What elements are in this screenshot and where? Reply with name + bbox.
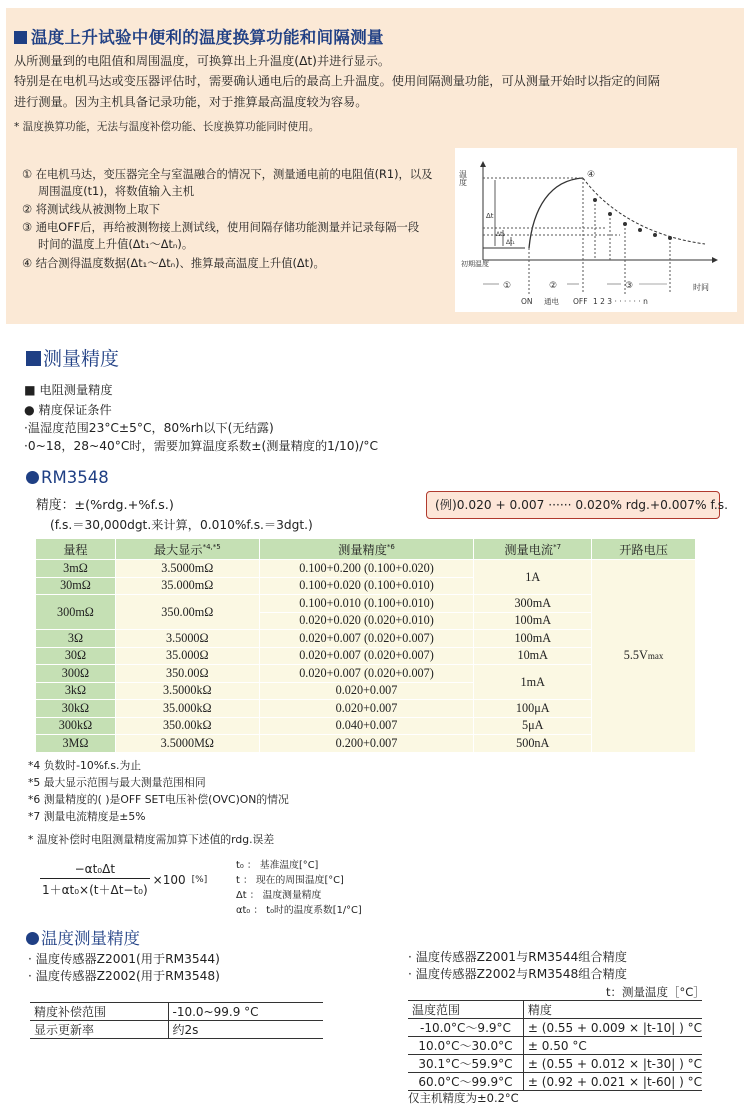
temp-range-cell: 10.0°C～30.0°C (408, 1037, 523, 1055)
table-row (30, 1021, 323, 1039)
initial-temp-label: 初期温度 (461, 260, 489, 268)
step-4: ④ 结合测得温度数据(Δt₁～Δtₙ)、推算最高温度上升值(Δt)。 (22, 257, 325, 270)
accuracy-cell: 0.040+0.007 (259, 717, 474, 735)
range-cell: 300Ω (36, 665, 116, 683)
model-title: RM3548 (26, 468, 109, 487)
combo-z2002: · 温度传感器Z2002与RM3548组合精度 (408, 967, 627, 981)
spec-value: 约2s (168, 1021, 323, 1039)
off-label: OFF (573, 297, 588, 306)
accuracy-cell: 0.100+0.020 (0.100+0.010) (259, 577, 474, 595)
precision-formula: 精度：±(%rdg.+%f.s.) (36, 498, 174, 513)
accuracy-cell: 0.020+0.007 (0.020+0.007) (259, 647, 474, 665)
current-cell: 100mA (474, 630, 592, 648)
square-bullet-icon (14, 31, 27, 44)
accuracy-cell: ± 0.50 °C (523, 1037, 702, 1055)
heating-curve (529, 178, 583, 248)
temp-range-cell: -10.0°C～9.9°C (408, 1019, 523, 1037)
table-row (408, 1055, 702, 1073)
range-cell: 300kΩ (36, 717, 116, 735)
energize-label: 通电 (544, 297, 559, 306)
circle-bullet-icon (26, 932, 39, 945)
temperature-note: * 温度换算功能，无法与温度补偿功能、长度换算功能同时使用。 (14, 121, 320, 133)
spec-value: -10.0~99.9 °C (168, 1003, 323, 1021)
temperature-section-title: 温度上升试验中便利的温度换算功能和间隔测量 (14, 24, 384, 48)
sensor-z2001: · 温度传感器Z2001(用于RM3544) (28, 952, 220, 966)
circle-bullet-icon (26, 471, 39, 484)
temperature-para-3: 进行测量。因为主机具备记录功能，对于推算最高温度较为容易。 (14, 95, 368, 109)
current-cell: 1A (474, 560, 592, 595)
range-cell: 3kΩ (36, 682, 116, 700)
measure-point (638, 228, 642, 232)
measure-point (668, 236, 672, 240)
header-accuracy: 精度 (523, 1001, 702, 1019)
combined-accuracy-table (408, 1000, 702, 1091)
max-display-cell: 35.000kΩ (115, 700, 259, 718)
current-cell: 100μA (474, 700, 592, 718)
accuracy-cell: ± (0.55 + 0.009 × |t-10| ) °C (523, 1019, 702, 1037)
header-temp-range: 温度范围 (408, 1001, 523, 1019)
footnote-6: *6 测量精度的( )是OFF SET电压补偿(OVC)ON的情况 (28, 793, 289, 806)
x-axis-label: 时间 (693, 283, 709, 292)
max-display-cell: 3.5000mΩ (115, 560, 259, 578)
max-display-cell: 3.5000Ω (115, 630, 259, 648)
temperature-rise-graph (455, 148, 737, 312)
measure-point (623, 222, 627, 226)
current-cell: 300mA (474, 595, 592, 613)
range-cell: 30Ω (36, 647, 116, 665)
host-accuracy-note: 仅主机精度为±0.2°C (408, 1091, 519, 1105)
header-current: 测量电流$^{*7}$ (474, 539, 592, 560)
range-cell: 30mΩ (36, 577, 116, 595)
range-cell: 3MΩ (36, 735, 116, 753)
table-row (408, 1019, 702, 1037)
interval-ticks: 1 2 3 · · · · · · n (593, 297, 648, 306)
temp-accuracy-title: 温度测量精度 (26, 925, 140, 949)
sensor-spec-table (30, 1002, 323, 1039)
accuracy-cell: 0.020+0.007 (0.020+0.007) (259, 665, 474, 683)
max-display-cell: 35.000Ω (115, 647, 259, 665)
range-cell: 3Ω (36, 630, 116, 648)
condition-1: ·温湿度范围23°C±5°C，80%rh以下(无结露) (24, 421, 274, 435)
current-cell: 10mA (474, 647, 592, 665)
marker-3: ③ (625, 281, 634, 291)
formula-numerator: −αt₀Δt (74, 862, 116, 876)
marker-1: ① (503, 281, 512, 291)
square-bullet-icon (26, 351, 41, 366)
footnote-4: *4 负数时-10%f.s.为止 (28, 759, 142, 772)
table-row (408, 1073, 702, 1091)
step-3: ③ 通电OFF后，再给被测物接上测试线，使用间隔存储功能测量并记录每隔一段 (22, 221, 420, 234)
measure-point (608, 212, 612, 216)
dt1-label: Δt₁ (506, 239, 515, 246)
condition-2: ·0~18，28~40°C时，需要加算温度系数±(测量精度的1/10)/°C (24, 439, 378, 453)
legend-alpha: αt₀ ： t₀时的温度系数[1/°C] (236, 905, 362, 916)
example-box: (例)0.020 + 0.007 ······ 0.020% rdg.+0.007% f.s. (426, 491, 720, 519)
range-cell: 300mΩ (36, 595, 116, 630)
dt-label: Δt (486, 212, 494, 220)
header-max-display: 最大显示$^{*4,*5}$ (115, 539, 259, 560)
accuracy-cell: ± (0.92 + 0.021 × |t-60| ) °C (523, 1073, 702, 1091)
step-1-cont: 周围温度(t1)，将数值输入主机 (38, 185, 194, 198)
spec-label: 精度补偿范围 (30, 1003, 168, 1021)
step-1: ① 在电机马达，变压器完全与室温融合的情况下，测量通电前的电阻值(R1)，以及 (22, 168, 433, 181)
temp-range-cell: 60.0°C～99.9°C (408, 1073, 523, 1091)
cooling-curve (583, 178, 705, 244)
current-cell: 500nA (474, 735, 592, 753)
range-cell: 30kΩ (36, 700, 116, 718)
compensation-note: * 温度补偿时电阻测量精度需加算下述值的rdg.误差 (28, 833, 275, 846)
max-display-cell: 350.00mΩ (115, 595, 259, 630)
measure-point (653, 233, 657, 237)
full-scale-note: (f.s.＝30,000dgt.来计算，0.010%f.s.＝3dgt.) (50, 518, 313, 532)
range-cell: 3mΩ (36, 560, 116, 578)
accuracy-title: 测量精度 (26, 344, 119, 371)
formula-unit: [%] (191, 875, 208, 885)
temperature-para-1: 从所测量到的电阻值和周围温度，可换算出上升温度(Δt)并进行显示。 (14, 54, 391, 68)
accuracy-cell: 0.020+0.007 (259, 682, 474, 700)
max-display-cell: 350.00kΩ (115, 717, 259, 735)
max-display-cell: 350.00Ω (115, 665, 259, 683)
dt2-label: Δt₂ (496, 231, 505, 238)
guarantee-conditions-subtitle: ● 精度保证条件 (24, 403, 112, 417)
open-voltage-cell: 5.5Vmax (592, 560, 696, 753)
step-3-cont: 时间的温度上升值(Δt₁～Δtₙ)。 (38, 238, 194, 251)
footnote-7: *7 测量电流精度是±5% (28, 810, 146, 823)
current-cell: 5μA (474, 717, 592, 735)
marker-2: ② (549, 281, 558, 291)
header-range: 量程 (36, 539, 116, 560)
table-row (36, 560, 696, 578)
table-header-row (408, 1001, 702, 1019)
accuracy-cell: 0.200+0.007 (259, 735, 474, 753)
max-display-cell: 3.5000MΩ (115, 735, 259, 753)
accuracy-cell: 0.020+0.020 (0.020+0.010) (259, 612, 474, 630)
temperature-para-2: 特别是在电机马达或变压器评估时，需要确认通电后的最高上升温度。使用间隔测量功能，可从测量开始时以指定的间隔 (14, 74, 660, 88)
y-axis-label: 温度 (458, 170, 468, 186)
max-display-cell: 3.5000kΩ (115, 682, 259, 700)
header-accuracy: 测量精度$^{*6}$ (259, 539, 474, 560)
header-open-voltage: 开路电压 (592, 539, 696, 560)
legend-t: t ： 现在的周围温度[°C] (236, 875, 344, 886)
compensation-formula (40, 862, 220, 898)
footnote-5: *5 最大显示范围与最大测量范围相同 (28, 776, 206, 789)
step-2: ② 将测试线从被测物上取下 (22, 203, 160, 216)
accuracy-cell: 0.020+0.007 (0.020+0.007) (259, 630, 474, 648)
table-row (408, 1037, 702, 1055)
legend-t0: t₀ ： 基准温度[°C] (236, 860, 319, 871)
spec-label: 显示更新率 (30, 1021, 168, 1039)
combo-z2001: · 温度传感器Z2001与RM3544组合精度 (408, 950, 627, 964)
temp-range-cell: 30.1°C～59.9°C (408, 1055, 523, 1073)
current-cell: 1mA (474, 665, 592, 700)
accuracy-cell: ± (0.55 + 0.012 × |t-30| ) °C (523, 1055, 702, 1073)
formula-multiplier: ×100 (152, 873, 186, 887)
resistance-accuracy-subtitle: ■ 电阻测量精度 (24, 383, 113, 397)
accuracy-cell: 0.100+0.200 (0.100+0.020) (259, 560, 474, 578)
accuracy-cell: 0.020+0.007 (259, 700, 474, 718)
accuracy-cell: 0.100+0.010 (0.100+0.010) (259, 595, 474, 613)
temperature-unit-note: t：测量温度［°C］ (606, 985, 705, 999)
on-label: ON (521, 297, 533, 306)
marker-4: ④ (587, 170, 596, 180)
max-display-cell: 35.000mΩ (115, 577, 259, 595)
sensor-z2002: · 温度传感器Z2002(用于RM3548) (28, 969, 220, 983)
measure-point (593, 198, 597, 202)
formula-denominator: 1＋αt₀×(t＋Δt−t₀) (40, 878, 150, 898)
current-cell: 100mA (474, 612, 592, 630)
table-header-row (36, 539, 696, 560)
legend-dt: Δt ： 温度测量精度 (236, 890, 322, 901)
accuracy-table (35, 538, 696, 753)
table-row (30, 1003, 323, 1021)
